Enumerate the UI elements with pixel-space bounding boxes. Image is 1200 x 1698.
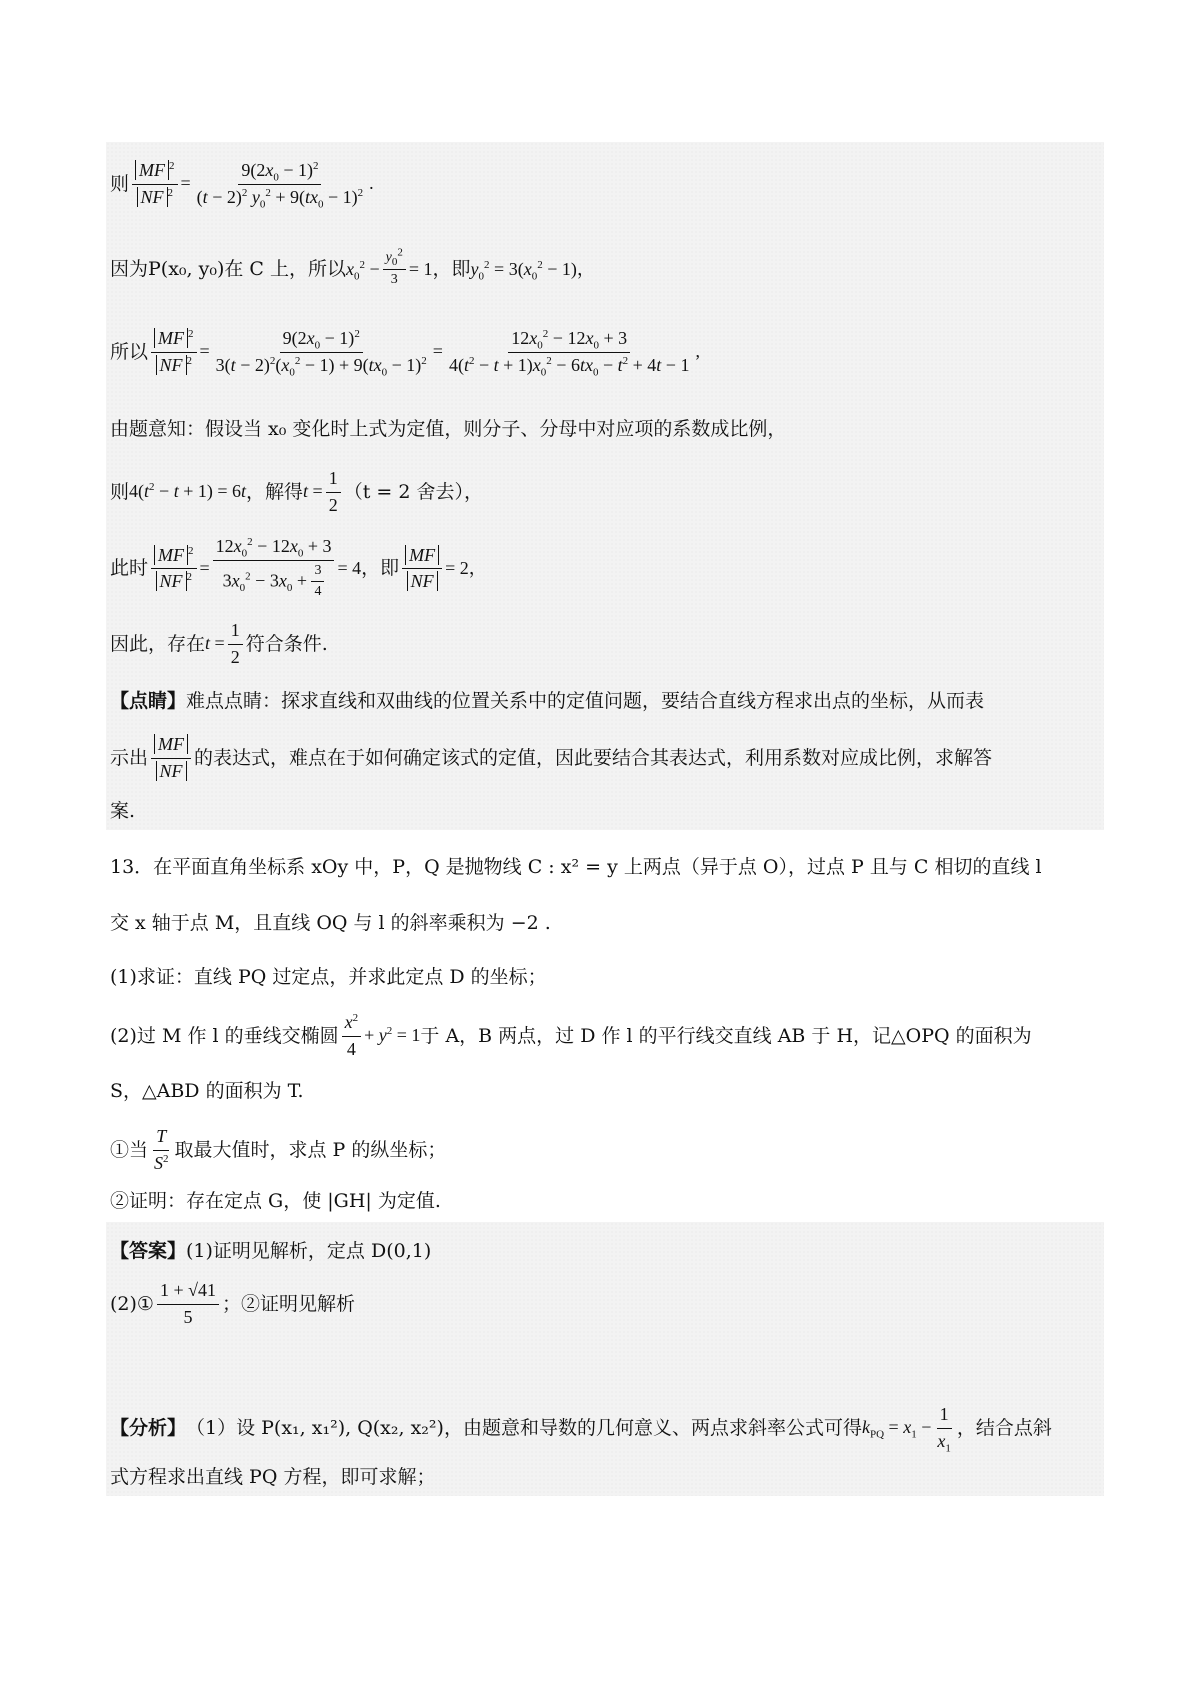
fraction: $\frac{1 + √41}{5}$ — [157, 1280, 219, 1328]
text: 于 A，B 两点，过 D 作 l 的平行线交直线 AB 于 H，记△OPQ 的面积为 — [420, 1024, 1032, 1047]
problem-part-2-line-2 — [110, 1080, 304, 1103]
conclusion-line: 因此，存在 t = $\frac{1}{2}$ 符合条件. — [110, 620, 328, 667]
text: 难点点睛：探求直线和双曲线的位置关系中的定值问题，要结合直线方程求出点的坐标，从而表 — [186, 690, 985, 712]
text: 交 x 轴于点 M，且直线 OQ 与 l 的斜率乘积为 −2 . — [110, 912, 551, 934]
solve-line: 则 $4(t^2 - t + 1) = 6t$ ，解得 t = $\frac{1}{2}$ （t = 2 舍去）， — [110, 468, 483, 515]
text: ，结合点斜 — [956, 1416, 1052, 1439]
fraction: $\frac{T}{S^2}$ — [154, 1126, 169, 1173]
result-line: 此时 $\frac{MF ^2}{NF ^2}$ = $12x_0^2 - 12x_0 + 3$ $3x_0^2 - 3x_0$ + $\frac{3}{4}$ = 4 ，即 $\frac{MF}{NF}$ = 2， — [110, 536, 487, 600]
text: （1）设 P(x₁, x₁²), Q(x₂, x₂²)，由题意和导数的几何意义、两点求斜率公式可得 — [186, 1416, 862, 1439]
text-prefix: 则 — [110, 172, 130, 195]
problem-line-1 — [110, 856, 1042, 879]
text: 取最大值时，求点 P 的纵坐标； — [174, 1138, 447, 1161]
text: ，解得 — [246, 480, 304, 503]
text: 13．在平面直角坐标系 xOy 中，P，Q 是抛物线 C : x² = y 上两点（异于点 O），过点 P 且与 C 相切的直线 l — [110, 856, 1042, 878]
text-prefix: 则 — [110, 480, 130, 503]
text: 符合条件. — [245, 632, 328, 655]
text: ②证明：存在定点 G，使 |GH| 为定值. — [110, 1190, 441, 1212]
formula-ratio: 则 $\frac{MF ^2}{NF ^2}$ = $\frac{9(2x_0 - 1)^2}{(t - 2)^2 y_0^2 + 9(tx_0 - 1)^2}$ . — [110, 160, 374, 211]
formula-substituted: 所以 $\frac{MF ^2}{NF ^2}$ = $\frac{9(2x_0 - 1)^2}{3(t - 2)^2(x_0^2 - 1) + 9(tx_0 - 1)^2}$ = $\frac{12x_0^2 - 12x_0 + 3}{4(t^2 - t + 1)x_0^2 - 6tx_0 - t^2 + 4t - 1}$ , — [110, 328, 700, 379]
comment-line-3 — [110, 800, 135, 823]
text: （t = 2 舍去）， — [343, 480, 483, 503]
text: 示出 — [110, 746, 149, 769]
problem-sub-2 — [110, 1190, 441, 1213]
fraction: $\frac{y_0^2}{3}$ — [383, 250, 406, 289]
problem-sub-1 — [110, 1126, 446, 1174]
text: (1)求证：直线 PQ 过定点，并求此定点 D 的坐标； — [110, 966, 547, 988]
text: (1)证明见解析，定点 D(0,1) — [186, 1240, 432, 1262]
text: (2)① — [110, 1292, 154, 1315]
analysis-line-2 — [110, 1466, 435, 1489]
fraction: $\frac{MF}{NF}$ — [402, 545, 442, 593]
text: 式方程求出直线 PQ 方程，即可求解； — [110, 1466, 436, 1488]
fraction: $12x_0^2 - 12x_0 + 3$ $3x_0^2 - 3x_0$ + $\frac{3}{4}$ — [213, 536, 335, 601]
fraction: $\frac{1}{x_1}$ — [937, 1404, 951, 1455]
text: 的表达式，难点在于如何确定该式的定值，因此要结合其表达式，利用系数对应成比例，求解答 — [194, 746, 993, 769]
fraction: $\frac{12x_0^2 - 12x_0 + 3}{4(t^2 - t + 1)x_0^2 - 6tx_0 - t^2 + 4t - 1}$ — [448, 328, 690, 379]
answer-line-2 — [110, 1280, 355, 1328]
fraction: $\frac{x^2}{4}$ — [342, 1012, 362, 1060]
fraction: $\frac{1}{2}$ — [228, 620, 243, 668]
text: S，△ABD 的面积为 T. — [110, 1080, 304, 1102]
text: 因为P(x₀, y₀)在 C 上，所以 — [110, 257, 346, 280]
text-prefix: 所以 — [110, 340, 149, 363]
text: (2)过 M 作 l 的垂线交椭圆 — [110, 1024, 339, 1047]
text: ，即 — [361, 557, 400, 580]
answer-block — [106, 1222, 1104, 1496]
condition-line: 因为P(x₀, y₀)在 C 上，所以 $x_0^2$ − $\frac{y_0^2}{3}$ = 1 ，即 $y_0^2 = 3(x_0^2 - 1)$， — [110, 246, 595, 287]
comment-line-2 — [110, 734, 992, 782]
fraction: $\frac{9(2x_0 - 1)^2}{3(t - 2)^2(x_0^2 - 1) + 9(tx_0 - 1)^2}$ — [215, 328, 427, 379]
text: 案. — [110, 800, 136, 822]
comment-label: 【点睛】 — [110, 690, 187, 712]
fraction: $\frac{1}{2}$ — [326, 468, 341, 516]
analysis-label: 【分析】 — [110, 1416, 187, 1439]
text-line — [110, 418, 786, 441]
answer-label: 【答案】 — [110, 1240, 187, 1262]
fraction: $\frac{9(2x_0 - 1)^2}{(t - 2)^2 y_0^2 + 9(tx_0 - 1)^2}$ — [196, 160, 364, 211]
text: ①当 — [110, 1138, 149, 1161]
fraction: $\frac{MF}{NF}$ — [151, 734, 191, 782]
text: ，即 — [432, 257, 471, 280]
comment-line-1 — [110, 690, 984, 713]
answer-line-1 — [110, 1240, 431, 1263]
text: 因此，存在 — [110, 632, 206, 655]
fraction: $\frac{MF ^2}{NF ^2}$ — [132, 160, 178, 208]
problem-line-2 — [110, 912, 551, 935]
fraction: $\frac{MF ^2}{NF ^2}$ — [151, 328, 197, 376]
fraction: $\frac{MF ^2}{NF ^2}$ — [151, 545, 197, 593]
problem-part-1 — [110, 966, 547, 989]
text-prefix: 此时 — [110, 557, 149, 580]
analysis-line-1: 【分析】 （1）设 P(x₁, x₁²), Q(x₂, x₂²)，由题意和导数的几何意义、两点求斜率公式可得 $k_{PQ} = x_1$ − $\frac{1}{x_1}$ ，结合点斜 — [110, 1404, 1052, 1455]
text: ；②证明见解析 — [221, 1292, 355, 1315]
text: 由题意知：假设当 x₀ 变化时上式为定值，则分子、分母中对应项的系数成比例， — [110, 418, 787, 440]
problem-part-2: (2)过 M 作 l 的垂线交椭圆 $\frac{x^2}{4}$ + $y^2 = 1$ 于 A，B 两点，过 D 作 l 的平行线交直线 AB 于 H，记△OPQ 的面积为 — [110, 1012, 1032, 1059]
